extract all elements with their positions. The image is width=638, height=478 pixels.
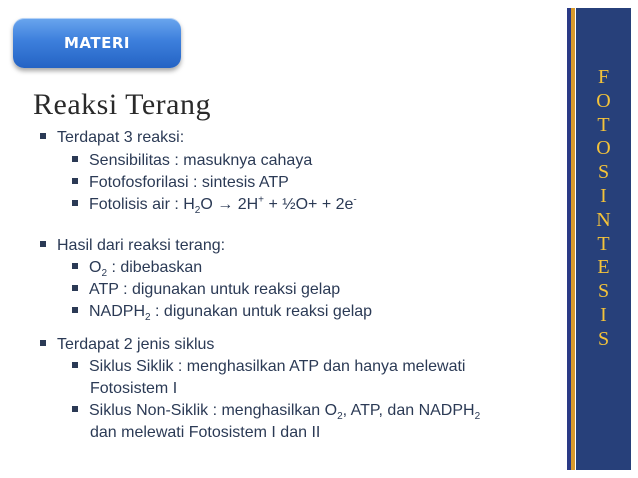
square-bullet-icon [40, 133, 46, 139]
square-bullet-icon [72, 307, 78, 313]
vertical-letter: F [597, 66, 610, 88]
vertical-letter: S [597, 327, 610, 350]
square-bullet-icon [72, 263, 78, 269]
square-bullet-icon [40, 340, 46, 346]
list-item: Siklus Non-Siklik : menghasilkan $O_2$, ATP, dan $NADPH_2$ [72, 401, 480, 421]
list-item-continuation: Fotosistem I [90, 380, 178, 397]
square-bullet-icon [72, 200, 78, 206]
vertical-title [576, 66, 631, 352]
vertical-letter: T [597, 232, 610, 255]
slide-title: Reaksi Terang [33, 88, 211, 121]
vertical-letter: N [596, 208, 611, 231]
vertical-letter: S [597, 280, 610, 303]
square-bullet-icon [72, 178, 78, 184]
list-item: $O_2$ : dibebaskan [72, 258, 202, 278]
list-item: ATP : digunakan untuk reaksi gelap [72, 280, 340, 300]
vertical-letter: E [597, 256, 610, 279]
vertical-letter: O [596, 137, 611, 160]
list-item: Siklus Siklik : menghasilkan ATP dan hanya melewati [72, 357, 465, 377]
square-bullet-icon [72, 362, 78, 368]
vertical-letter: I [600, 184, 607, 207]
list-item-continuation: dan melewati Fotosistem I dan II [90, 424, 321, 441]
square-bullet-icon [72, 406, 78, 412]
list-item: Sensibilitas : masuknya cahaya [72, 151, 312, 171]
vertical-letter: I [600, 303, 607, 326]
materi-badge[interactable] [13, 18, 181, 68]
section-heading: Hasil dari reaksi terang: [40, 236, 225, 256]
badge-label: MATERI [64, 34, 130, 52]
square-bullet-icon [72, 285, 78, 291]
vertical-letter: T [597, 113, 610, 136]
vertical-letter: S [597, 161, 610, 184]
square-bullet-icon [72, 156, 78, 162]
vertical-letter: O [596, 89, 611, 112]
list-item: Fotofosforilasi : sintesis ATP [72, 173, 289, 193]
section-heading: Terdapat 2 jenis siklus [40, 335, 214, 355]
square-bullet-icon [40, 241, 46, 247]
list-item: $NADPH_2$ : digunakan untuk reaksi gelap [72, 302, 372, 322]
list-item: Fotolisis air : $H_2O \to 2H^+$ + ½O+ + 2e- [72, 195, 357, 215]
section-heading: Terdapat 3 reaksi: [40, 128, 184, 148]
